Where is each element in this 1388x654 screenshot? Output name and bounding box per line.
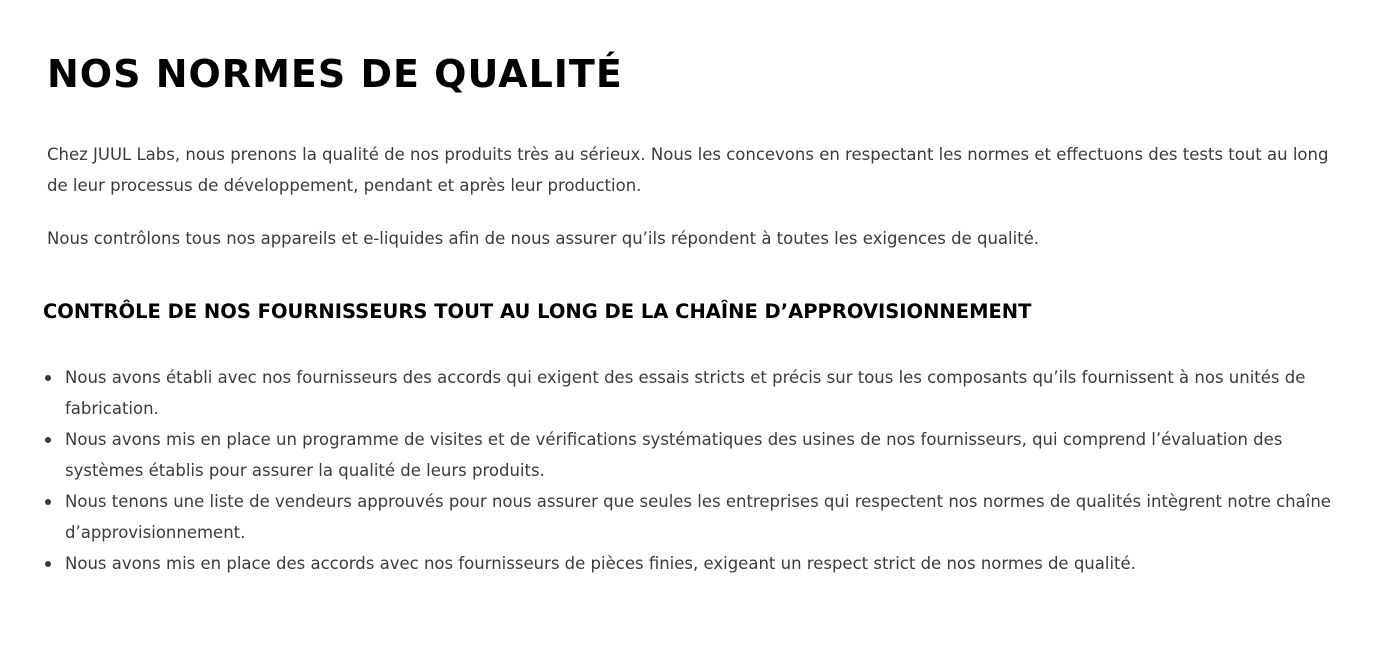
list-item	[65, 424, 1340, 486]
bullet-icon	[45, 499, 51, 505]
bullet-icon	[45, 561, 51, 567]
supplier-controls-list	[65, 362, 1340, 579]
list-item-text: Nous avons mis en place des accords avec nos fournisseurs de pièces finies, exigeant un respect strict de nos normes de qualité.	[65, 554, 1136, 573]
section-heading-suppliers: CONTRÔLE DE NOS FOURNISSEURS TOUT AU LONG DE LA CHAÎNE D’APPROVISIONNEMENT	[43, 300, 1032, 323]
list-item-text: Nous tenons une liste de vendeurs approuvés pour nous assurer que seules les entreprises qui respectent nos normes de qualités intègrent notre chaîne d’approvisionnement.	[65, 492, 1331, 542]
intro-paragraph-quality: Chez JUUL Labs, nous prenons la qualité de nos produits très au sérieux. Nous les concevons en respectant les normes et effectuons des tests tout au long de leur processus de développement, pendant et après leur production.	[47, 145, 1329, 195]
list-item	[65, 548, 1340, 579]
list-item	[65, 362, 1340, 424]
list-item	[65, 486, 1340, 548]
bullet-icon	[45, 375, 51, 381]
intro-paragraph-controls: Nous contrôlons tous nos appareils et e-liquides afin de nous assurer qu’ils répondent à toutes les exigences de qualité.	[47, 229, 1040, 248]
list-item-text: Nous avons établi avec nos fournisseurs des accords qui exigent des essais stricts et précis sur tous les composants qu’ils fournissent à nos unités de fabrication.	[65, 368, 1306, 418]
bullet-icon	[45, 437, 51, 443]
list-item-text: Nous avons mis en place un programme de visites et de vérifications systématiques des usines de nos fournisseurs, qui comprend l’évaluation des systèmes établis pour assurer la qualité de leurs produits.	[65, 430, 1283, 480]
page-title: NOS NORMES DE QUALITÉ	[47, 52, 623, 96]
